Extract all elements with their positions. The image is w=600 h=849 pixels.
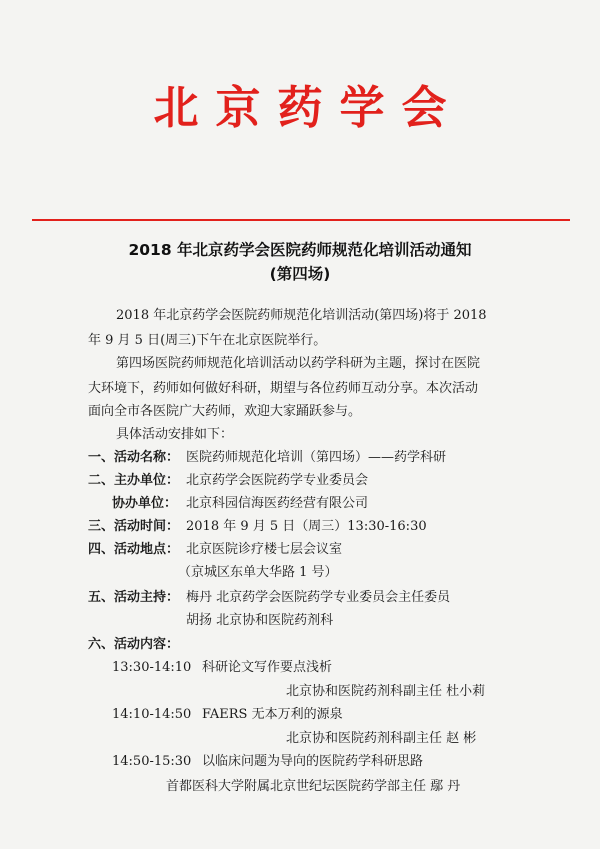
item-cohost-label: 协办单位： — [112, 496, 178, 511]
item-place-address: （京城区东单大华路 1 号） — [178, 565, 338, 580]
schedule-1-speaker: 北京协和医院药剂科副主任 杜小莉 — [286, 684, 486, 699]
schedule-2-speaker: 北京协和医院药剂科副主任 赵 彬 — [286, 731, 477, 746]
notice-title-line2: (第四场) — [269, 265, 331, 283]
letterhead-title: 北京药学会 — [153, 81, 464, 134]
notice-title — [0, 238, 600, 286]
item-chair-label: 五、活动主持： — [88, 590, 180, 605]
paragraph-2-line-2: 大环境下，药师如何做好科研，期望与各位药师互动分享。本次活动 — [88, 381, 479, 396]
paragraph-3: 具体活动安排如下： — [116, 427, 234, 442]
item-chair-1: 梅丹 北京药学会医院药学专业委员会主任委员 — [186, 590, 451, 605]
item-name-label: 一、活动名称： — [88, 450, 180, 465]
schedule-3-time: 14:50-15:30 — [112, 754, 192, 769]
item-host-label: 二、主办单位： — [88, 473, 180, 488]
item-place-value: 北京医院诊疗楼七层会议室 — [186, 542, 343, 557]
item-cohost-value: 北京科园信海医药经营有限公司 — [186, 496, 369, 511]
item-content-label: 六、活动内容： — [88, 637, 180, 652]
schedule-1-topic: 科研论文写作要点浅析 — [202, 660, 333, 675]
paragraph-1-line-2: 年 9 月 5 日(周三)下午在北京医院举行。 — [88, 333, 327, 348]
schedule-3-topic: 以临床问题为导向的医院药学科研思路 — [202, 754, 424, 769]
item-place-label: 四、活动地点： — [88, 542, 180, 557]
item-chair-2: 胡扬 北京协和医院药剂科 — [186, 613, 334, 628]
paragraph-1-line-1: 2018 年北京药学会医院药师规范化培训活动(第四场)将于 2018 — [116, 308, 487, 323]
notice-title-line1: 2018 年北京药学会医院药师规范化培训活动通知 — [128, 241, 472, 259]
schedule-2-topic: FAERS 无本万利的源泉 — [202, 707, 343, 722]
item-time-label: 三、活动时间： — [88, 519, 180, 534]
schedule-3-speaker: 首都医科大学附属北京世纪坛医院药学部主任 鄢 丹 — [166, 779, 461, 794]
item-host-value: 北京药学会医院药学专业委员会 — [186, 473, 369, 488]
schedule-1-time: 13:30-14:10 — [112, 660, 192, 675]
letterhead-divider — [32, 219, 570, 221]
item-name-value: 医院药师规范化培训（第四场）——药学科研 — [186, 450, 447, 465]
paragraph-2-line-1: 第四场医院药师规范化培训活动以药学科研为主题，探讨在医院 — [116, 356, 481, 371]
item-time-value: 2018 年 9 月 5 日（周三）13:30-16:30 — [186, 519, 427, 534]
schedule-2-time: 14:10-14:50 — [112, 707, 192, 722]
paragraph-2-line-3: 面向全市各医院广大药师，欢迎大家踊跃参与。 — [88, 404, 362, 419]
